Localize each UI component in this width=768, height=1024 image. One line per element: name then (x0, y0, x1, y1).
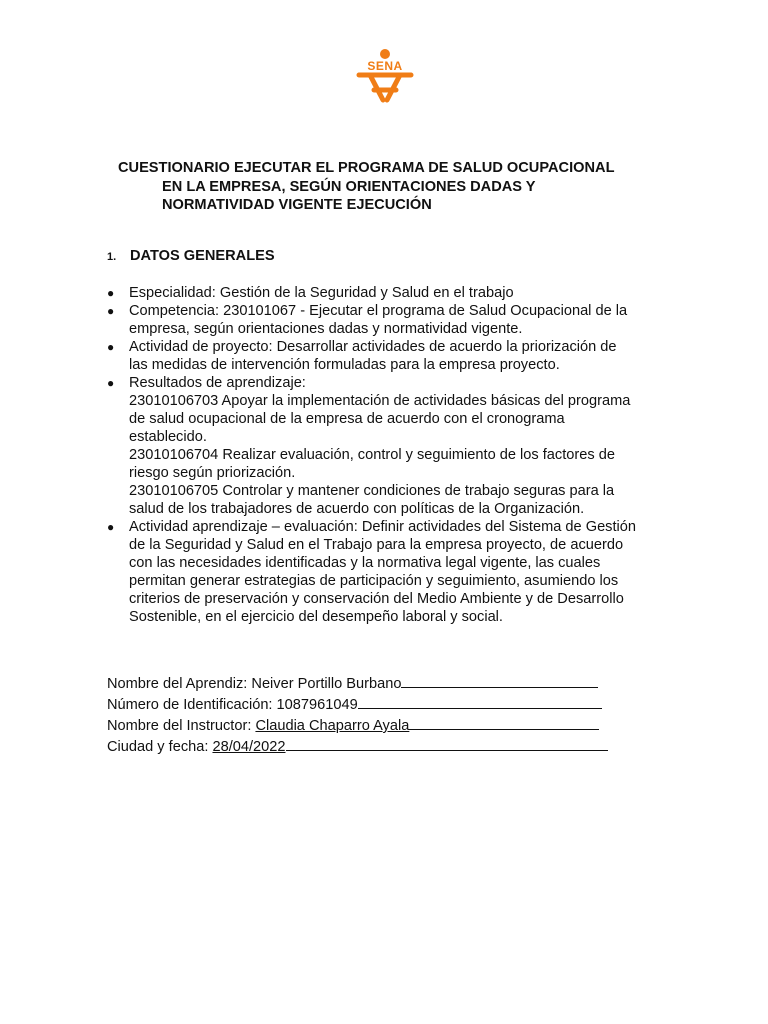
list-item-line: Especialidad: Gestión de la Seguridad y Salud en el trabajo (129, 285, 514, 301)
list-item-line: establecido. (129, 429, 207, 445)
section-number: 1. (107, 251, 117, 263)
list-item-line: Actividad aprendizaje – evaluación: Definir actividades del Sistema de Gestión (129, 519, 637, 535)
fecha-blank-line (286, 736, 608, 751)
fecha-value: 28/04/2022 (212, 739, 286, 755)
instructor-value: Claudia Chaparro Ayala (255, 718, 410, 734)
aprendiz-row (107, 673, 608, 694)
instructor-row (107, 715, 608, 736)
list-item-resultados (107, 374, 667, 518)
list-item-especialidad (107, 284, 667, 302)
title-line-2: EN LA EMPRESA, SEGÚN ORIENTACIONES DADAS Y (162, 179, 536, 195)
bullet-icon: ● (107, 286, 115, 300)
bullet-icon: ● (107, 340, 115, 354)
identificacion-value: 1087961049 (276, 697, 358, 713)
identificacion-blank-line (358, 694, 602, 709)
instructor-label: Nombre del Instructor: (107, 718, 256, 734)
sena-logo (356, 48, 414, 104)
svg-text:SENA: SENA (367, 59, 403, 73)
identificacion-row (107, 694, 608, 715)
list-item-line: con las necesidades identificadas y la normativa legal vigente, las cuales (129, 555, 601, 571)
sena-logo-icon (356, 48, 414, 104)
list-item-line: Actividad de proyecto: Desarrollar actividades de acuerdo la priorización de (129, 339, 617, 355)
list-item-line: Resultados de aprendizaje: (129, 375, 306, 391)
bullet-icon: ● (107, 520, 115, 534)
title-line-3: NORMATIVIDAD VIGENTE EJECUCIÓN (162, 197, 432, 213)
bullet-icon: ● (107, 304, 115, 318)
list-item-line: Competencia: 230101067 - Ejecutar el programa de Salud Ocupacional de la (129, 303, 628, 319)
list-item-line: 23010106704 Realizar evaluación, control y seguimiento de los factores de (129, 447, 615, 463)
aprendiz-value: Neiver Portillo Burbano (251, 676, 402, 692)
aprendiz-label: Nombre del Aprendiz: (107, 676, 252, 692)
section-title: DATOS GENERALES (130, 248, 275, 264)
instructor-blank-line (409, 715, 599, 730)
student-info-form (107, 673, 608, 757)
list-item-actividad-proyecto (107, 338, 667, 374)
identificacion-label: Número de Identificación: (107, 697, 277, 713)
list-item-line: de salud ocupacional de la empresa de acuerdo con el cronograma (129, 411, 565, 427)
list-item-line: 23010106705 Controlar y mantener condiciones de trabajo seguras para la (129, 483, 615, 499)
list-item-line: salud de los trabajadores de acuerdo con políticas de la Organización. (129, 501, 585, 517)
list-item-line: las medidas de intervención formuladas para la empresa proyecto. (129, 357, 560, 373)
list-item-line: permitan generar estrategias de participación y seguimiento, asumiendo los (129, 573, 619, 589)
bullet-icon: ● (107, 376, 115, 390)
list-item-line: empresa, según orientaciones dadas y normatividad vigente. (129, 321, 523, 337)
section-heading (107, 248, 275, 264)
title-line-1: CUESTIONARIO EJECUTAR EL PROGRAMA DE SALUD OCUPACIONAL (118, 160, 615, 176)
list-item-competencia (107, 302, 667, 338)
list-item-line: de la Seguridad y Salud en el Trabajo para la empresa proyecto, de acuerdo (129, 537, 624, 553)
list-item-actividad-aprendizaje (107, 518, 667, 626)
general-data-list (107, 284, 667, 626)
list-item-line: criterios de preservación y conservación del Medio Ambiente y de Desarrollo (129, 591, 624, 607)
fecha-row (107, 736, 608, 757)
list-item-line: 23010106703 Apoyar la implementación de actividades básicas del programa (129, 393, 631, 409)
fecha-label: Ciudad y fecha: (107, 739, 213, 755)
aprendiz-blank-line (401, 673, 598, 688)
list-item-line: Sostenible, en el ejercicio del desempeño laboral y social. (129, 609, 503, 625)
list-item-line: riesgo según priorización. (129, 465, 296, 481)
